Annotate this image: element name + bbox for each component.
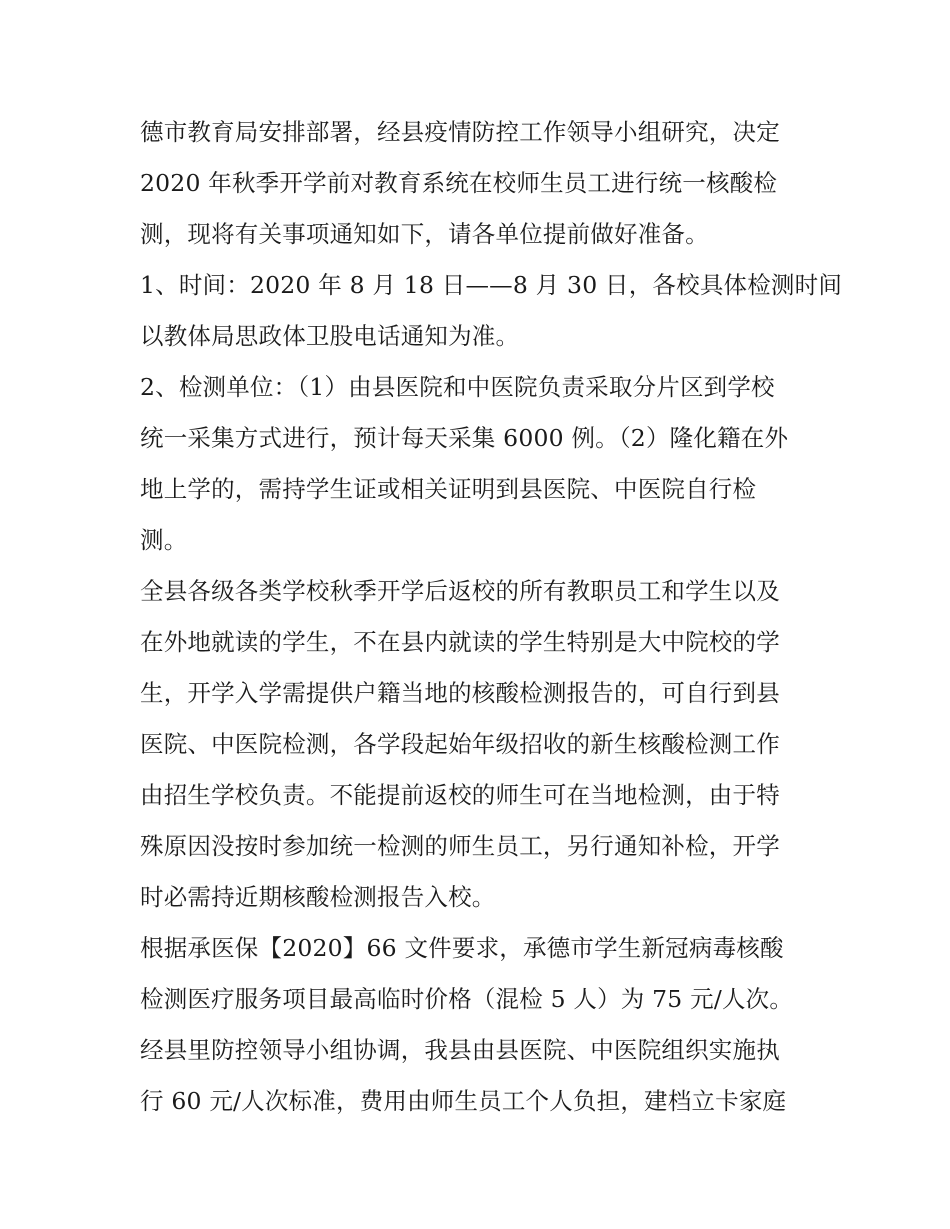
text-line: 统一采集方式进行，预计每天采集 6000 例。（2）隆化籍在外 [140,424,789,452]
text-line: 殊原因没按时参加统一检测的师生员工，另行通知补检，开学 [140,832,780,860]
text-line: 全县各级各类学校秋季开学后返校的所有教职员工和学生以及 [140,577,780,605]
text-line: 由招生学校负责。不能提前返校的师生可在当地检测，由于特 [140,781,780,809]
text-line: 测。 [140,526,188,554]
text-line: 德市教育局安排部署，经县疫情防控工作领导小组研究，决定 [140,118,780,146]
text-line: 2020 年秋季开学前对教育系统在校师生员工进行统一核酸检 [140,169,778,197]
body-text [140,107,843,1127]
text-line: 在外地就读的学生，不在县内就读的学生特别是大中院校的学 [140,628,780,656]
text-line: 根据承医保【2020】66 文件要求，承德市学生新冠病毒核酸 [140,934,784,962]
text-line: 医院、中医院检测，各学段起始年级招收的新生核酸检测工作 [140,730,780,758]
text-line: 时必需持近期核酸检测报告入校。 [140,883,496,911]
text-line: 2、检测单位：（1）由县医院和中医院负责采取分片区到学校 [140,373,775,401]
text-line: 经县里防控领导小组协调，我县由县医院、中医院组织实施执 [140,1036,780,1064]
text-line: 检测医疗服务项目最高临时价格（混检 5 人）为 75 元/人次。 [140,985,794,1013]
text-line: 以教体局思政体卫股电话通知为准。 [140,322,520,350]
text-line: 行 60 元/人次标准，费用由师生员工个人负担，建档立卡家庭 [140,1087,787,1115]
text-line: 地上学的，需持学生证或相关证明到县医院、中医院自行检 [140,475,757,503]
text-line: 生，开学入学需提供户籍当地的核酸检测报告的，可自行到县 [140,679,780,707]
text-line: 1、时间：2020 年 8 月 18 日——8 月 30 日，各校具体检测时间 [140,271,843,299]
text-line: 测，现将有关事项通知如下，请各单位提前做好准备。 [140,220,709,248]
